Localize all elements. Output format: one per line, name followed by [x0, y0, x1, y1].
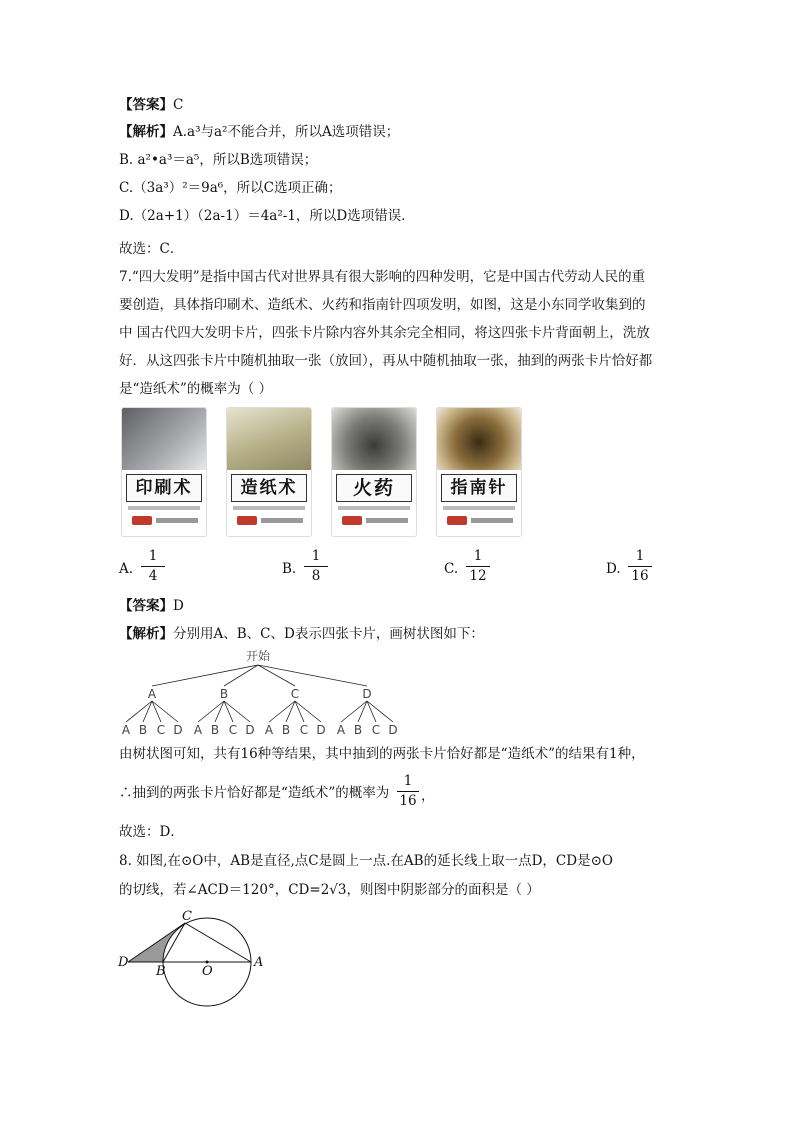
analysis-7-result-1: 由树状图可知，共有16种等结果，其中抽到的两张卡片恰好都是“造纸术”的结果有1种，	[119, 746, 645, 762]
card-gunpowder-image	[332, 408, 416, 470]
tree-leaf-line	[367, 701, 393, 722]
tree-second-level-label: C	[228, 723, 238, 737]
option-b-label: B.	[282, 561, 297, 577]
point-a-label: A	[254, 955, 264, 970]
analysis-7-fraction	[397, 773, 419, 810]
card-compass	[437, 408, 521, 536]
point-b-label: B	[156, 964, 166, 979]
analysis-7-denominator: 16	[399, 793, 417, 809]
question-7-line-3: 中 国古代四大发明卡片，四张卡片除内容外其余完全相同，将这四张卡片背面朝上，洗放	[119, 325, 650, 341]
card-gunpowder-title: 火药	[336, 474, 412, 502]
tree-leaf-line	[126, 701, 152, 722]
tree-leaf-line	[269, 701, 295, 722]
tree-second-level-label: A	[264, 723, 274, 737]
tree-second-level-label: B	[138, 723, 148, 737]
analysis-7-fraction-bar	[397, 791, 419, 792]
card-printing	[122, 408, 206, 536]
option-c-fraction	[466, 548, 490, 585]
line-ca	[185, 923, 251, 962]
card-printing-subtitle-bar	[128, 506, 200, 510]
question-7-line-4: 好．从这四张卡片中随机抽取一张（放回），再从中随机抽取一张，抽到的两张卡片恰好都	[119, 353, 653, 369]
question-8-line-1: 8. 如图,在⊙O中，AB是直径,点C是圆上一点.在AB的延长线上取一点D，CD是⊙O	[119, 853, 613, 869]
tree-leaf-line	[295, 701, 321, 722]
option-b-numerator: 1	[311, 548, 321, 564]
option-d-numerator: 1	[635, 548, 645, 564]
option-c-label: C.	[444, 561, 459, 577]
tree-labels	[122, 648, 398, 737]
card-compass-caption-bar	[471, 518, 513, 523]
option-b-fraction	[304, 548, 328, 585]
tree-second-level-label: B	[281, 723, 291, 737]
tree-second-level-label: C	[299, 723, 309, 737]
option-a-denominator: 4	[148, 568, 158, 584]
card-printing-title: 印刷术	[126, 474, 202, 502]
card-paper	[227, 408, 311, 536]
analysis-label: 【解析】	[119, 124, 173, 140]
card-printing-image	[122, 408, 206, 470]
answer-line	[119, 96, 183, 114]
tree-second-level-label: D	[173, 723, 183, 737]
analysis-7-result-2-prefix: ∴抽到的两张卡片恰好都是“造纸术”的概率为	[119, 785, 390, 801]
tree-branch-line	[258, 665, 367, 686]
conclusion-6: 故选：C．	[119, 241, 184, 257]
tree-second-level-label: A	[121, 723, 131, 737]
card-paper-title: 造纸术	[231, 474, 307, 502]
answer-7-value: D	[173, 598, 184, 614]
card-printing-seal-icon	[132, 516, 152, 525]
tree-branch-line	[258, 665, 295, 686]
option-d-fraction-bar	[628, 566, 652, 567]
question-7-line-5: 是“造纸术”的概率为（ ）	[119, 381, 273, 397]
question-7-line-1: 7.“四大发明”是指中国古代对世界具有很大影响的四种发明，它是中国古代劳动人民的重	[119, 269, 646, 285]
card-gunpowder-subtitle-bar	[338, 506, 410, 510]
option-c-denominator: 12	[469, 568, 487, 584]
tree-second-level-label: A	[193, 723, 203, 737]
option-d-denominator: 16	[631, 568, 649, 584]
card-paper-caption-bar	[261, 518, 303, 523]
option-a-label: A.	[119, 561, 134, 577]
circle-figure	[116, 906, 276, 1010]
option-b-fraction-bar	[304, 566, 328, 567]
conclusion-7: 故选：D．	[119, 824, 184, 840]
tree-first-level-label: D	[362, 687, 372, 701]
answer-label: 【答案】	[119, 97, 173, 113]
question-8-line-2: 的切线，若∠ACD＝120°，CD=2√3，则图中阴影部分的面积是（ ）	[119, 882, 540, 898]
answer-7-line	[119, 597, 184, 615]
tree-second-level-label: B	[353, 723, 363, 737]
analysis-7-numerator: 1	[403, 773, 413, 789]
tree-branch-line	[152, 665, 258, 686]
option-c-fraction-bar	[466, 566, 490, 567]
card-gunpowder-caption-bar	[366, 518, 408, 523]
tree-first-level-label: B	[219, 687, 229, 701]
question-7-line-2: 要创造，具体指印刷术、造纸术、火药和指南针四项发明，如图，这是小东同学收集到的	[119, 297, 646, 313]
point-c-label: C	[182, 909, 192, 924]
tree-first-level-label: A	[147, 687, 157, 701]
tree-leaf-line	[152, 701, 178, 722]
tree-diagram	[118, 648, 408, 740]
tree-lines	[126, 665, 393, 722]
answer-value: C	[173, 97, 184, 113]
tree-second-level-label: C	[156, 723, 166, 737]
tree-second-level-label: D	[245, 723, 255, 737]
tree-second-level-label: B	[210, 723, 220, 737]
analysis-text-a: A.a³与a²不能合并，所以A选项错误；	[173, 124, 400, 140]
point-d-label: D	[118, 955, 129, 970]
tree-second-level-label: D	[316, 723, 326, 737]
option-c-numerator: 1	[473, 548, 483, 564]
tree-second-level-label: D	[388, 723, 398, 737]
tree-leaf-line	[341, 701, 367, 722]
tree-second-level-label: C	[371, 723, 381, 737]
analysis-7-result-2-line	[119, 784, 389, 802]
analysis-line-b: B. a²•a³＝a⁵，所以B选项错误；	[119, 152, 318, 168]
option-d-label: D.	[606, 561, 621, 577]
tree-first-level-label: C	[290, 687, 300, 701]
point-o-label: O	[202, 964, 213, 979]
analysis-7-intro: 分别用A、B、C、D表示四张卡片，画树状图如下：	[173, 626, 484, 642]
card-compass-image	[437, 408, 521, 470]
analysis-7-intro-line	[119, 625, 484, 643]
analysis-7-label: 【解析】	[119, 626, 173, 642]
analysis-7-result-2-suffix: ，	[421, 788, 435, 804]
tree-second-level-label: A	[336, 723, 346, 737]
card-gunpowder-seal-icon	[342, 516, 362, 525]
analysis-line-c: C.（3a³）²＝9a⁶，所以C选项正确；	[119, 180, 342, 196]
analysis-line-a	[119, 123, 399, 141]
analysis-line-d: D.（2a+1）（2a-1）＝4a²-1，所以D选项错误．	[119, 208, 415, 224]
card-compass-title: 指南针	[441, 474, 517, 502]
card-paper-seal-icon	[237, 516, 257, 525]
card-gunpowder	[332, 408, 416, 536]
card-compass-subtitle-bar	[443, 506, 515, 510]
tree-leaf-line	[198, 701, 224, 722]
option-b-denominator: 8	[311, 568, 321, 584]
tree-leaf-line	[224, 701, 250, 722]
option-a-fraction-bar	[141, 566, 165, 567]
tree-root-label: 开始	[245, 649, 271, 663]
option-d-fraction	[628, 548, 652, 585]
card-paper-subtitle-bar	[233, 506, 305, 510]
card-paper-image	[227, 408, 311, 470]
card-compass-seal-icon	[447, 516, 467, 525]
option-a-numerator: 1	[148, 548, 158, 564]
option-a-fraction	[141, 548, 165, 585]
card-printing-caption-bar	[156, 518, 198, 523]
answer-7-label: 【答案】	[119, 598, 173, 614]
